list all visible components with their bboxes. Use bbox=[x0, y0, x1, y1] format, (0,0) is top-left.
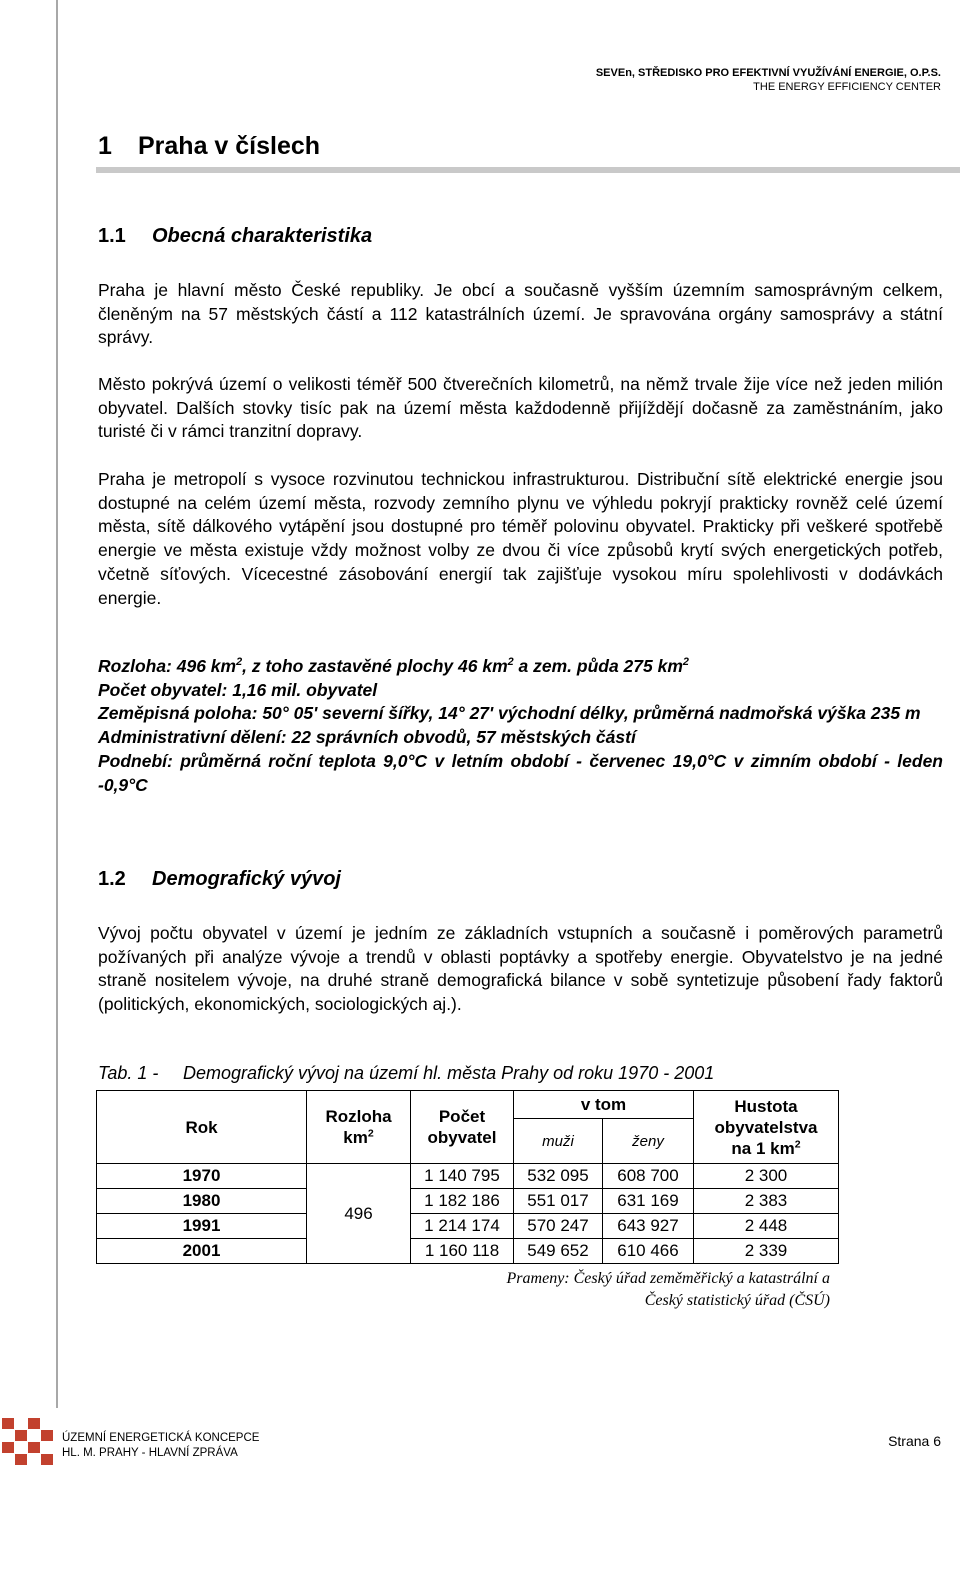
key-facts bbox=[98, 655, 943, 797]
fact-area: Rozloha: 496 $km^2$, z toho zastavěné plochy 46 $km^2$ a zem. půda 275 $km^2$ bbox=[98, 656, 689, 676]
cell-rok: 1970 bbox=[97, 1164, 307, 1189]
page-header bbox=[596, 66, 941, 94]
logo-square bbox=[28, 1442, 40, 1453]
paragraph: Praha je hlavní město České republiky. Je obcí a současně vyšším územním samosprávným celkem, členěným na 57 městských částí a 112 katastrálních území. Je spravována orgány samosprávy a státní správy. bbox=[98, 280, 943, 348]
table-row bbox=[97, 1164, 839, 1189]
fact-population: Počet obyvatel: 1,16 mil. obyvatel bbox=[98, 679, 378, 700]
logo-square bbox=[15, 1430, 27, 1441]
cell-muzi: 551 017 bbox=[514, 1189, 603, 1214]
table-caption-text: Demografický vývoj na území hl. města Prahy od roku 1970 - 2001 bbox=[183, 1063, 715, 1083]
footer-document-title bbox=[62, 1431, 259, 1461]
fact-division: Administrativní dělení: 22 správních obvodů, 57 městských částí bbox=[98, 727, 636, 748]
logo-square bbox=[2, 1418, 14, 1429]
table-row bbox=[97, 1214, 839, 1239]
paragraph: Praha je metropolí s vysoce rozvinutou technickou infrastrukturou. Distribuční sítě elektrické energie jsou dostupné na celém území města, rozvody zemního plynu ve výhledu pokryjí prakticky rovněž celé území města, sítě dálkového vytápění jsou dostupné pro téměř polovinu obyvatel. Prakticky při veškeré spotřebě energie ve města existuje vždy možnost volby ze dvou či více způsobů krytí svých energetických potřeb, včetně síťových. Vícecestné zásobování energií tak zajišťuje vysokou míru spolehlivosti v dodávkách energie. bbox=[98, 469, 943, 608]
cell-pocet: 1 214 174 bbox=[411, 1214, 514, 1239]
heading-underline-bar bbox=[96, 167, 960, 173]
cell-hustota: 2 339 bbox=[694, 1239, 839, 1264]
header-org-subtitle: THE ENERGY EFFICIENCY CENTER bbox=[753, 81, 941, 93]
section-number: 1 bbox=[98, 132, 112, 160]
section-title: Demografický vývoj bbox=[152, 868, 341, 890]
table-row bbox=[97, 1239, 839, 1264]
logo-square bbox=[28, 1418, 40, 1429]
cell-zeny: 608 700 bbox=[603, 1164, 694, 1189]
section-1-2-heading bbox=[98, 868, 341, 891]
cell-pocet: 1 182 186 bbox=[411, 1189, 514, 1214]
section-number: 1.1 bbox=[98, 225, 126, 247]
cell-hustota: 2 448 bbox=[694, 1214, 839, 1239]
header-pocet: Počet obyvatel bbox=[411, 1091, 514, 1164]
logo-square bbox=[15, 1454, 27, 1465]
cell-rok: 1991 bbox=[97, 1214, 307, 1239]
cell-rozloha: 496 bbox=[307, 1164, 411, 1264]
table-caption bbox=[98, 1063, 714, 1084]
header-hustota: Hustota obyvatelstva na 1 $km^2$ bbox=[694, 1091, 839, 1164]
cell-pocet: 1 160 118 bbox=[411, 1239, 514, 1264]
cell-muzi: 549 652 bbox=[514, 1239, 603, 1264]
section-title: Obecná charakteristika bbox=[152, 225, 373, 247]
cell-hustota: 2 300 bbox=[694, 1164, 839, 1189]
logo-square bbox=[41, 1454, 53, 1465]
section-1-heading bbox=[98, 132, 320, 161]
table-row bbox=[97, 1189, 839, 1214]
footer-logo bbox=[2, 1418, 56, 1468]
header-muzi: muži bbox=[514, 1119, 603, 1164]
cell-muzi: 570 247 bbox=[514, 1214, 603, 1239]
cell-zeny: 631 169 bbox=[603, 1189, 694, 1214]
left-margin-rule bbox=[56, 0, 58, 1408]
section-number: 1.2 bbox=[98, 868, 126, 890]
section-title: Praha v číslech bbox=[138, 132, 321, 160]
cell-rok: 1980 bbox=[97, 1189, 307, 1214]
header-org-name: SEVEn, STŘEDISKO PRO EFEKTIVNÍ VYUŽÍVÁNÍ ENERGIE, O.P.S. bbox=[595, 67, 941, 79]
header-zeny: ženy bbox=[603, 1119, 694, 1164]
paragraph: Vývoj počtu obyvatel v území je jedním ze základních vstupních a současně i poměrových parametrů požívaných při analýze vývoje a trendů v oblasti poptávky a spotřeby energie. Obyvatelstvo je na jedné straně nositelem vývoje, na druhé straně demografická bilance v sobě syntetizuje působení řady faktorů (politických, ekonomických, sociologických aj.). bbox=[98, 923, 943, 1015]
source-line: Český statistický úřad (ČSÚ) bbox=[644, 1292, 830, 1309]
cell-zeny: 610 466 bbox=[603, 1239, 694, 1264]
source-line: Prameny: Český úřad zeměměřický a katastrální a bbox=[506, 1270, 830, 1287]
header-rozloha: Rozloha $km^2$ bbox=[307, 1091, 411, 1164]
logo-square bbox=[2, 1442, 14, 1453]
logo-square bbox=[41, 1430, 53, 1441]
header-v-tom: v tom bbox=[514, 1091, 694, 1119]
page-number: Strana 6 bbox=[888, 1433, 941, 1449]
footer-doc-line: ÚZEMNÍ ENERGETICKÁ KONCEPCE bbox=[62, 1432, 260, 1444]
fact-climate: Podnebí: průměrná roční teplota 9,0°C v letním období - červenec 19,0°C v zimním období - leden -0,9°C bbox=[98, 750, 943, 795]
cell-pocet: 1 140 795 bbox=[411, 1164, 514, 1189]
paragraph: Město pokrývá území o velikosti téměř 500 čtverečních kilometrů, na němž trvale žije více než jeden milión obyvatel. Dalších stovky tisíc pak na území města každodenně přijíždějí dočasně za zaměstnáním, jako turisté či v rámci tranzitní dopravy. bbox=[98, 374, 943, 442]
cell-hustota: 2 383 bbox=[694, 1189, 839, 1214]
footer-doc-line: HL. M. PRAHY - HLAVNÍ ZPRÁVA bbox=[62, 1447, 238, 1459]
cell-zeny: 643 927 bbox=[603, 1214, 694, 1239]
fact-location: Zeměpisná poloha: 50° 05' severní šířky, 14° 27' východní délky, průměrná nadmořská výška 235 m bbox=[98, 703, 921, 724]
demography-table bbox=[96, 1090, 839, 1264]
cell-rok: 2001 bbox=[97, 1239, 307, 1264]
section-1-1-heading bbox=[98, 225, 372, 248]
table-caption-label: Tab. 1 - bbox=[98, 1063, 159, 1083]
table-source bbox=[400, 1268, 830, 1312]
header-rok: Rok bbox=[97, 1091, 307, 1164]
cell-muzi: 532 095 bbox=[514, 1164, 603, 1189]
